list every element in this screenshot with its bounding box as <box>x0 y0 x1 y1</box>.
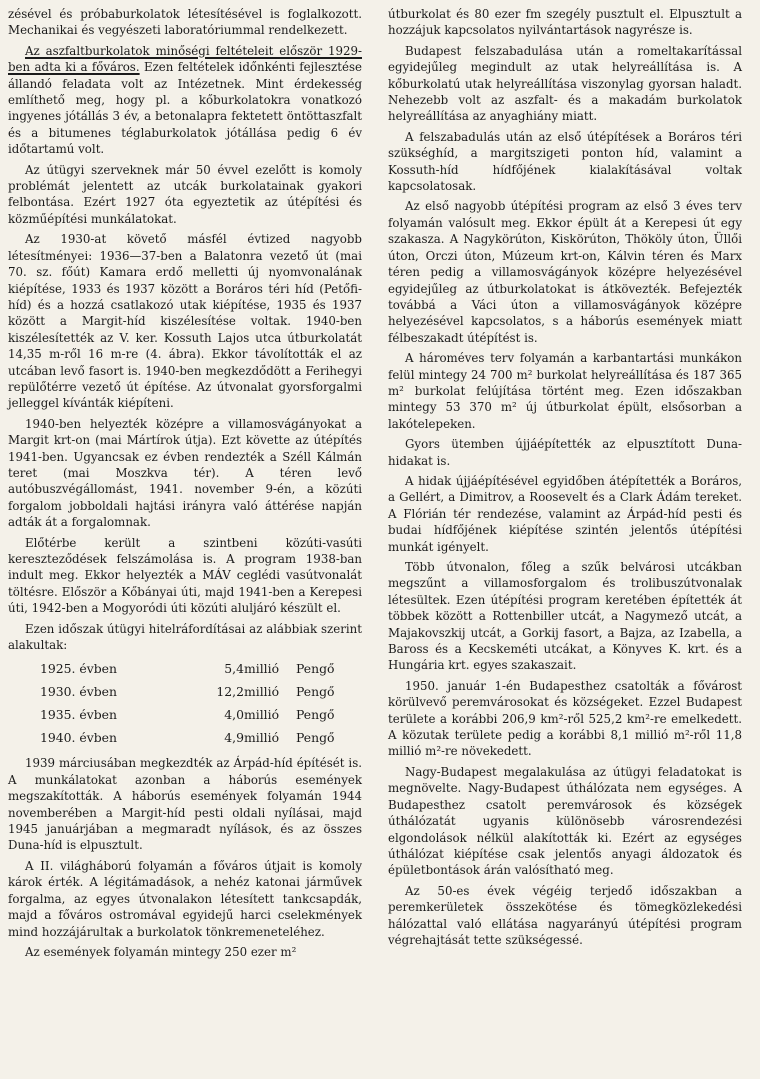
amount-cell: 4,0 <box>224 707 244 723</box>
currency-cell: Pengő <box>296 730 335 746</box>
currency-cell: Pengő <box>296 707 335 723</box>
unit-cell: millió <box>244 730 280 746</box>
paragraph: zésével és próbaburkolatok létesítésével is foglalkozott. Mechanikai és vegyészeti laboratóriummal rendelkezett. <box>8 7 362 38</box>
table-row <box>40 726 334 749</box>
amount-cell: 12,2 <box>216 684 244 700</box>
paragraph: Az 1930-at követő másfél évtized nagyobb létesítményei: 1936—37-ben a Balatonra vezető út (mai 70. sz. főút) Kamara erdő melletti új nyomvonalának kiépítése, 1933 és 1937 között a Boráros téri híd (Petőfi-híd) és a hozzá csatlakozó utak kiépítése, 1935 és 1937 között a Margit-híd kiszélesítése voltak. 1940-ben kiszélesítették az V. ker. Kossuth Lajos utca útburkolatát 14,35 m-ről 16 m-re (4. ábra). Ekkor távolították el az utcában levő fasort is. 1940-ben megkezdődött a Ferihegyi repülőtérre vezető út építése. Az útvonalat gyorsforgalmi jelleggel kívánták kiépíteni. <box>8 232 362 411</box>
paragraph: A hároméves terv folyamán a karbantartási munkákon felül mintegy 24 700 m² burkolat helyreállítása és 187 365 m² burkolat felújítása történt meg. Ezen időszakban mintegy 53 370 m² új útburkolat épült, elsősorban a lakótelepeken. <box>388 351 742 431</box>
paragraph: Előtérbe került a szintbeni közúti-vasúti kereszteződések felszámolása is. A program 1938-ban indult meg. Ekkor helyezték a MÁV ceglédi vasútvonalát töltésre. Először a Kőbányai úti, majd 1941-ben a Kerepesi úti, 1942-ben a Mogyoródi úti közúti aluljáró készült el. <box>8 535 362 616</box>
amount-cell: 5,4 <box>224 661 244 677</box>
paragraph: 1950. január 1-én Budapesthez csatolták a fővárost körülvevő peremvárosokat és községeket. Ezzel Budapest területe a korábbi 206,9 km²-ről 525,2 km²-re emelkedett. A közutak területe pedig a korábbi 8,1 millió m²-ről 11,8 millió m²-re növekedett. <box>388 678 742 759</box>
amount-cell: 4,9 <box>224 730 244 746</box>
paragraph: Az útügyi szerveknek már 50 évvel ezelőtt is komoly problémát jelentett az utcák burkolatainak gyakori felbontása. Ezért 1927 óta egyeztetik az útépítési és közműépítési munkálatokat. <box>8 162 362 226</box>
paragraph: Ezen időszak útügyi hitelráfordításai az alábbiak szerint alakultak: <box>8 621 362 653</box>
paragraph-text: Ezen feltételek időnkénti fejlesztése állandó feladata volt az Intézetnek. Mint érdekesség említhető meg, hogy pl. a kőburkolatokra vonatkozó ingyenes jótállás 3 év, a betonalapra fektetett öntöttaszfalt és a bitumenes téglaburkolatok jótállása pedig 6 év időtartamú volt. <box>8 60 362 157</box>
currency-cell: Pengő <box>296 684 335 700</box>
paragraph: A felszabadulás után az első útépítések a Boráros téri szükséghíd, a margitszigeti ponton híd, valamint a Kossuth-híd hídfőjének kialakításával voltak kapcsolatosak. <box>388 129 742 194</box>
right-column <box>388 6 742 1079</box>
table-row <box>40 680 334 703</box>
underlined-sentence: Az aszfaltburkolatok minőségi feltételeit először 1929-ben adta ki a főváros. <box>8 43 362 75</box>
paragraph: Több útvonalon, főleg a szűk belvárosi utcákban megszűnt a villamosforgalom és trolibuszútvonalak létesültek. Ezen útépítési program keretében építették át többek között a Rottenbiller utcát, a Nagymező utcát, a Majakovszkij utcát, a Gorkij fasort, a Bajza, az Izabella, a Baross és a Kecskeméti utcákat, a Könyves K. krt. és a Hungária krt. egyes szakaszait. <box>388 560 742 673</box>
paragraph: Gyors ütemben újjáépítették az elpusztított Duna-hidakat is. <box>388 437 742 468</box>
year-cell: 1940. évben <box>40 730 117 746</box>
year-cell: 1935. évben <box>40 707 117 723</box>
paragraph: A II. világháború folyamán a főváros útjait is komoly károk érték. A légitámadások, a nehéz katonai járművek forgalma, az egyes útvonalakon létesített tankcsapdák, majd a főváros ostromával egyidejű harci cselekmények mind hozzájárultak a burkolatok tönkremeneteléhez. <box>8 858 362 939</box>
unit-cell: millió <box>244 684 280 700</box>
left-column <box>8 6 362 1079</box>
paragraph: Az első nagyobb útépítési program az első 3 éves terv folyamán valósult meg. Ekkor épült át a Kerepesi út egy szakasza. A Nagykörúton, Kiskörúton, Thököly úton, Üllői úton, Orczi úton, Múzeum krt-on, Kálvin téren és Marx téren pedig a villamosvágányok középre helyezésével egyidejűleg az útburkolatokat is átkövezték. Befejezték továbbá a Váci úton a villamosvágányok középre helyezésével kapcsolatos, s a háborús események miatt félbeszakadt útépítést is. <box>388 199 742 345</box>
paragraph: útburkolat és 80 ezer fm szegély pusztult el. Elpusztult a hozzájuk kapcsolatos nyilvántartások nagyrésze is. <box>388 7 742 38</box>
unit-cell: millió <box>244 707 280 723</box>
unit-cell: millió <box>244 661 280 677</box>
table-row <box>40 657 334 680</box>
paragraph: A hidak újjáépítésével egyidőben átépítették a Boráros, a Gellért, a Dimitrov, a Roosevelt és a Clark Ádám tereket. A Flórián tér rendezése, valamint az Árpád-híd pesti és budai hídfőjének kiépítése szintén jelentős útépítési munkát igényelt. <box>388 473 742 554</box>
paragraph: Budapest felszabadulása után a romeltakarítással egyidejűleg megindult az utak helyreállítása is. A kőburkolatú utak helyreállítása viszonylag gyorsan haladt. Nehezebb volt az aszfalt- és a makadám burkolatok helyreállítása az anyaghiány miatt. <box>388 43 742 124</box>
currency-cell: Pengő <box>296 661 335 677</box>
paragraph: Az események folyamán mintegy 250 ezer m² <box>25 944 297 959</box>
paragraph <box>8 43 362 158</box>
expenditure-table <box>40 657 334 749</box>
year-cell: 1925. évben <box>40 661 117 677</box>
paragraph: Nagy-Budapest megalakulása az útügyi feladatokat is megnövelte. Nagy-Budapest úthálózata nem egységes. A Budapesthez csatolt peremvárosok és községek úthálózatát ugyanis különösebb városrendezési elgondolások nélkül alakították ki. Ezért az egységes úthálózat kiépítése csak jelentős anyagi áldozatok és épületbontások árán valósítható meg. <box>388 764 742 878</box>
paragraph: 1940-ben helyezték középre a villamosvágányokat a Margit krt-on (mai Mártírok útja). Ezt követte az útépítés 1941-ben. Ugyancsak ez évben rendezték a Széll Kálmán teret (mai Moszkva tér). A téren levő autóbuszvégállomást, 1941. november 9-én, a közúti forgalom jobboldali hajtási irányra való áttérése napján adták át a forgalomnak. <box>8 416 362 530</box>
table-row <box>40 703 334 726</box>
paragraph: 1939 márciusában megkezdték az Árpád-híd építését is. A munkálatokat azonban a háborús események megszakították. A háborús események folyamán 1944 novemberében a Margit-híd pesti oldali nyílásai, majd 1945 januárjában a megmaradt nyílások, és az összes Duna-híd is elpusztult. <box>8 756 362 853</box>
year-cell: 1930. évben <box>40 684 117 700</box>
paragraph: Az 50-es évek végéig terjedő időszakban a peremkerületek összekötése és tömegközlekedési hálózattal való ellátása nagyarányú útépítési program végrehajtását tette szükségessé. <box>388 883 742 947</box>
